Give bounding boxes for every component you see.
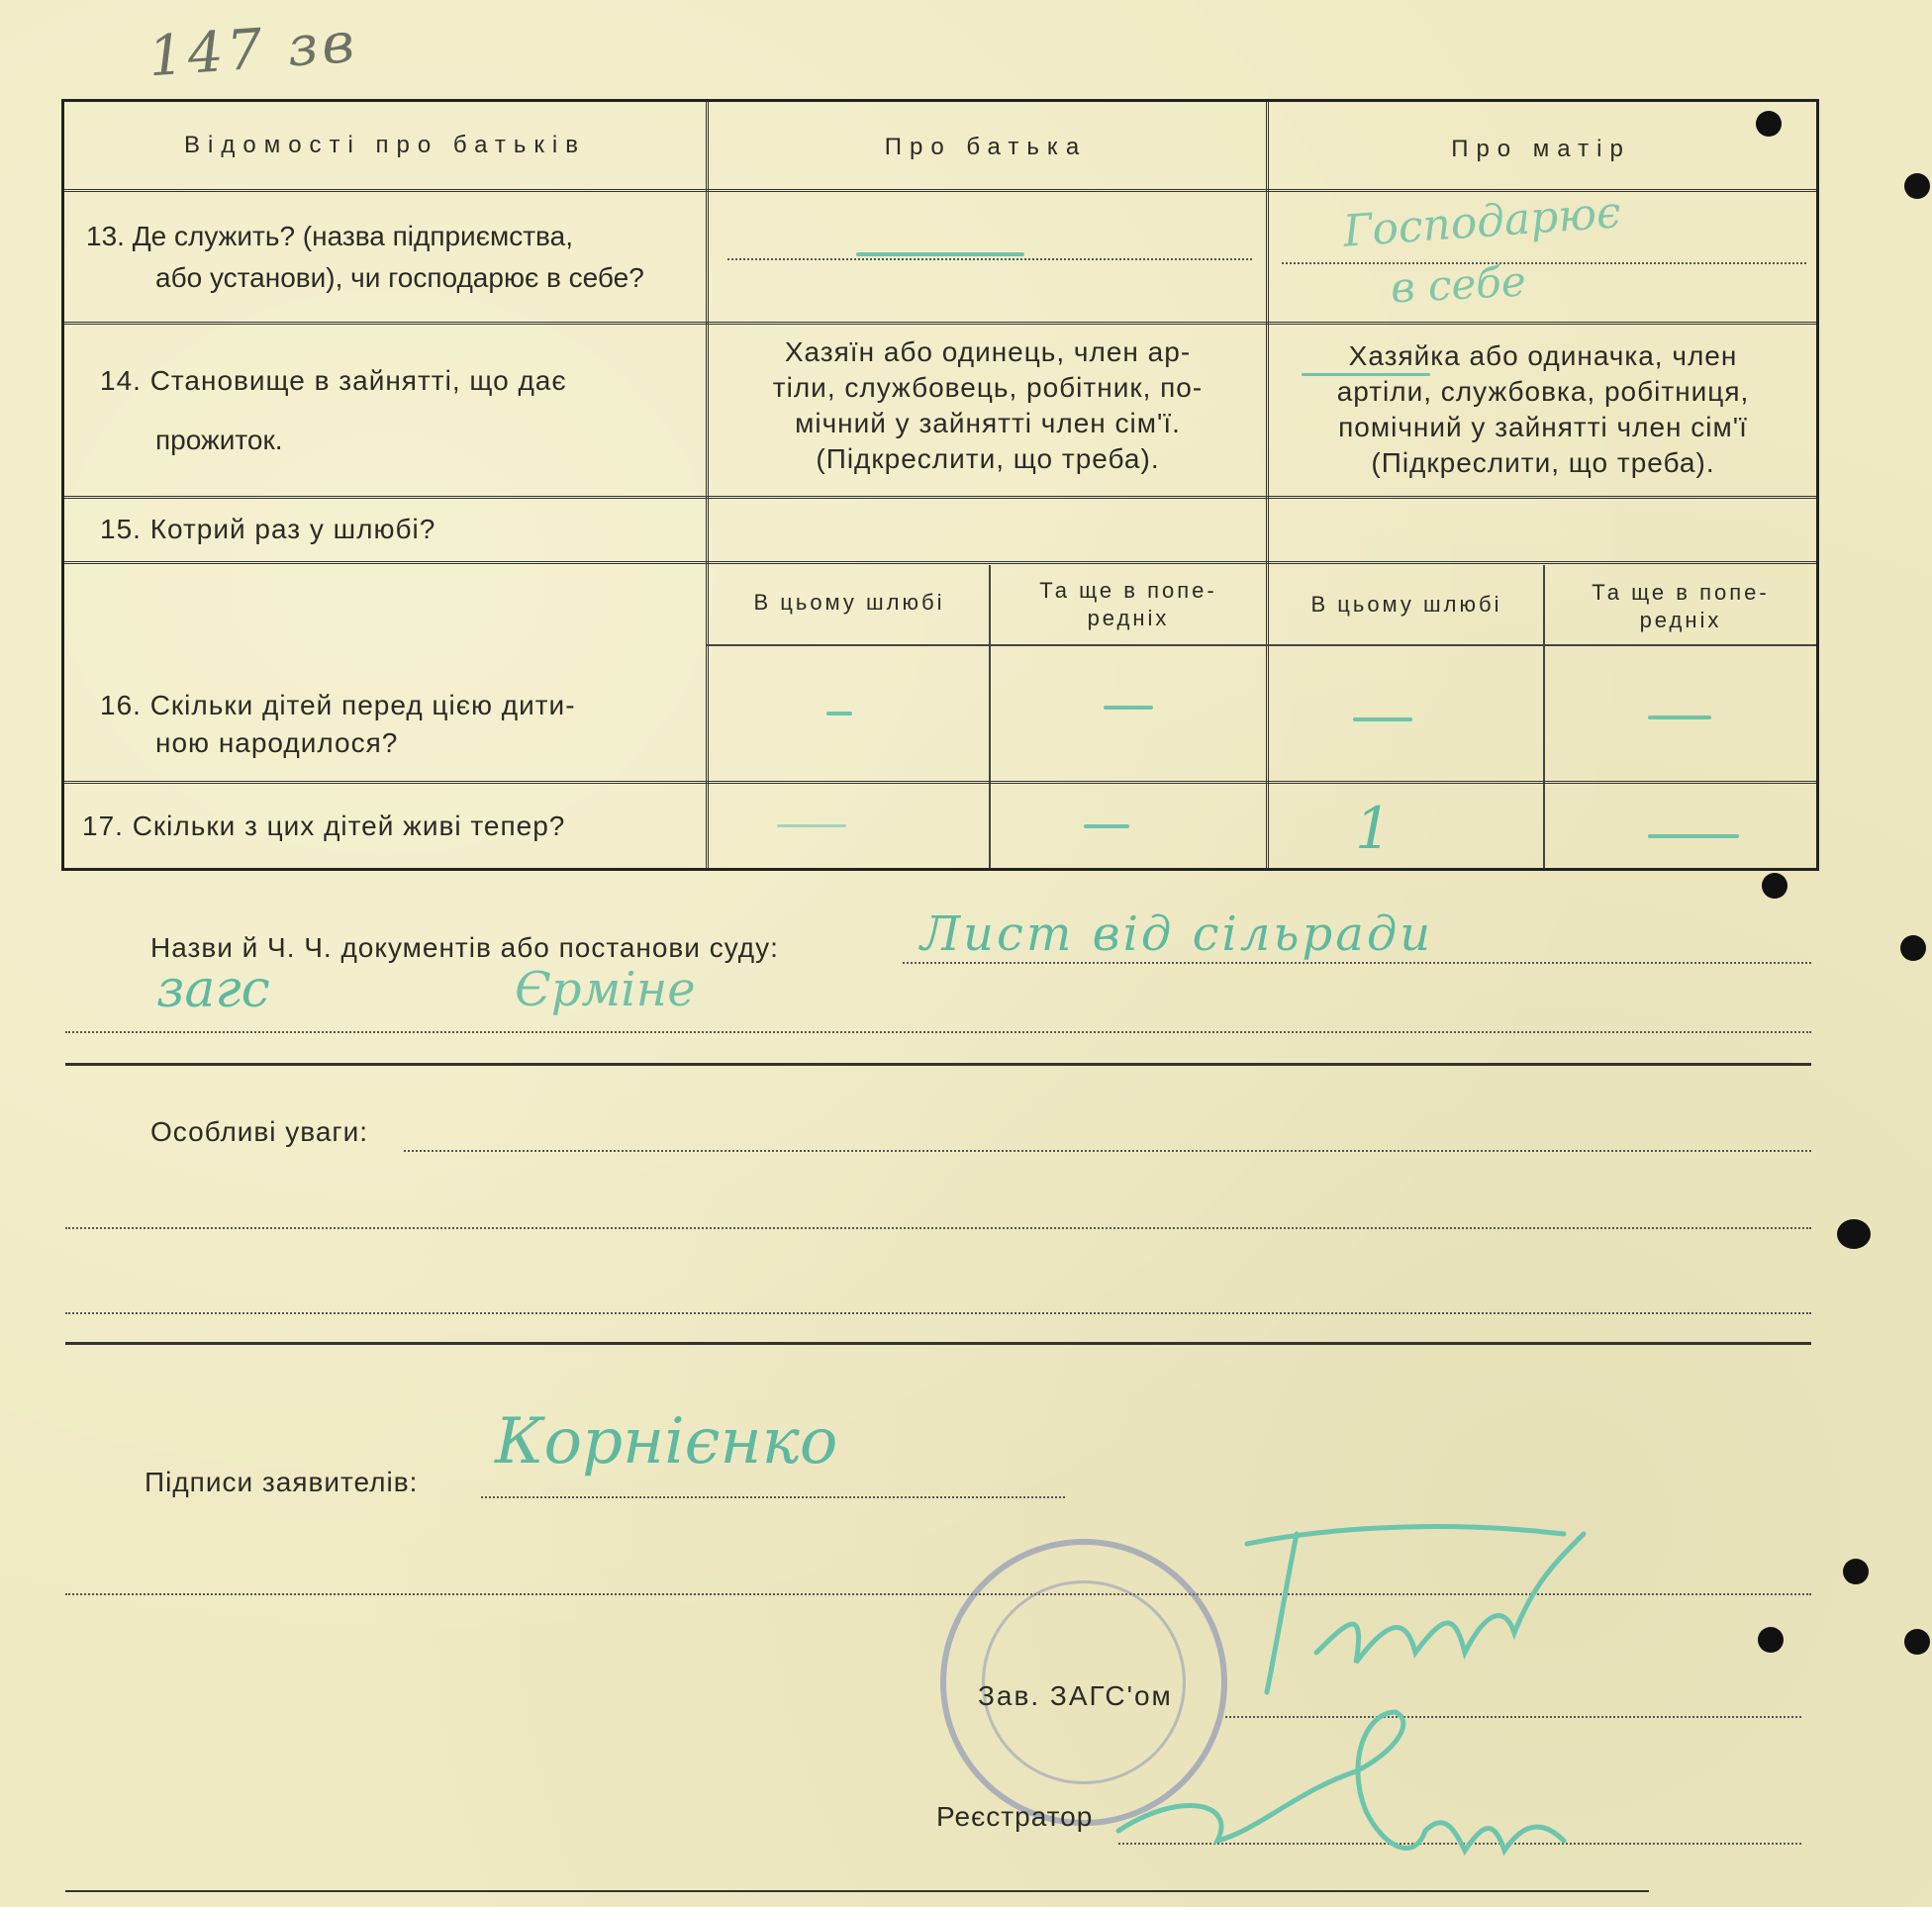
head-of-zags-label: Зав. ЗАГС'ом [978, 1680, 1173, 1711]
row16-mother-prev-dash [1648, 715, 1711, 719]
applicant-signatures-label: Підписи заявителів: [145, 1467, 419, 1497]
parents-info-table [61, 99, 1819, 871]
row17-mother-prev-dash [1648, 834, 1739, 838]
subheader-father-previous-line2: редніх [1087, 606, 1170, 630]
bottom-rule [65, 1890, 1649, 1892]
row14-father-line4: (Підкреслити, що треба). [816, 443, 1160, 474]
row16-father-this-dash [826, 712, 852, 715]
punch-hole [1900, 935, 1926, 961]
remarks-line1 [404, 1150, 1811, 1152]
subheader-father-previous-line1: Та ще в попе- [1039, 578, 1217, 603]
row16-label-line1: 16. Скільки дітей перед цією дити- [100, 690, 576, 720]
head-of-zags-signature [1208, 1504, 1663, 1712]
documents-value-line1: Лист від сільради [920, 906, 1434, 962]
punch-hole [1904, 1629, 1930, 1655]
subheader-mother-previous-line1: Та ще в попе- [1592, 580, 1770, 605]
row16-father-prev-dash [1104, 706, 1153, 710]
subheader-father-this-marriage: В цьому шлюбі [753, 590, 945, 615]
row13-father-dash [856, 252, 1024, 256]
subheader-mother-previous-line2: редніх [1639, 608, 1722, 632]
row14-label-line2: прожиток. [155, 425, 283, 455]
row13-label-line1: 13. Де служить? (назва підприємства, [86, 221, 573, 251]
archive-number: 147 зв [145, 10, 360, 90]
row17-label: 17. Скільки з цих дітей живі тепер? [82, 810, 566, 841]
header-father: Про батька [884, 134, 1088, 160]
row14-label-line1: 14. Становище в зайнятті, що дає [100, 365, 567, 396]
row14-father-line2: тіли, службовець, робітник, по- [772, 372, 1204, 403]
punch-hole [1758, 1627, 1784, 1653]
applicant-signature: Корнієнко [495, 1405, 838, 1478]
row14-mother-line3: помічний у зайнятті член сім'ї [1338, 412, 1748, 442]
row14-mother-line2: артіли, службовка, робітниця, [1336, 376, 1750, 407]
row17-father-prev-dash [1084, 824, 1129, 828]
remarks-rule [65, 1342, 1811, 1345]
row14-mother-underline [1302, 373, 1430, 376]
row13-mother-value-line2: в себе [1389, 256, 1527, 313]
remarks-label: Особливі уваги: [150, 1116, 369, 1147]
documents-signature: Єрміне [515, 962, 696, 1017]
registrar-signature [1099, 1682, 1613, 1900]
row16-mother-this-dash [1353, 717, 1412, 721]
row15-label: 15. Котрий раз у шлюбі? [100, 514, 436, 544]
documents-label: Назви й Ч. Ч. документів або постанови суду: [150, 932, 779, 963]
punch-hole [1762, 873, 1787, 899]
documents-line2 [65, 1031, 1811, 1033]
punch-hole [1843, 1559, 1869, 1584]
row14-mother-line4: (Підкреслити, що треба). [1371, 447, 1715, 478]
remarks-line3 [65, 1312, 1811, 1314]
punch-hole [1904, 173, 1930, 199]
row14-mother-line1: Хазяйка або одиначка, член [1348, 340, 1738, 371]
row16-label-line2: ною народилося? [155, 727, 399, 758]
row17-mother-this-value: 1 [1355, 795, 1392, 862]
row14-father-line3: мічний у зайнятті член сім'ї. [795, 408, 1181, 438]
documents-value-line2: загс [156, 960, 270, 1019]
header-parents-info: Відомості про батьків [184, 132, 586, 158]
documents-line1 [903, 962, 1811, 964]
applicant-signatures-line [481, 1496, 1065, 1498]
punch-hole [1837, 1219, 1871, 1249]
header-mother: Про матір [1451, 136, 1631, 162]
remarks-line2 [65, 1227, 1811, 1229]
row17-father-this-dash [777, 824, 846, 827]
row14-father-line1: Хазяїн або одинець, член ар- [784, 336, 1192, 367]
row13-mother-value-line1: Господарює [1341, 187, 1623, 257]
row13-label-line2: або установи), чи господарює в себе? [155, 262, 644, 293]
subheader-mother-this-marriage: В цьому шлюбі [1310, 592, 1502, 617]
registrar-label: Реєстратор [936, 1801, 1094, 1832]
documents-rule [65, 1063, 1811, 1066]
